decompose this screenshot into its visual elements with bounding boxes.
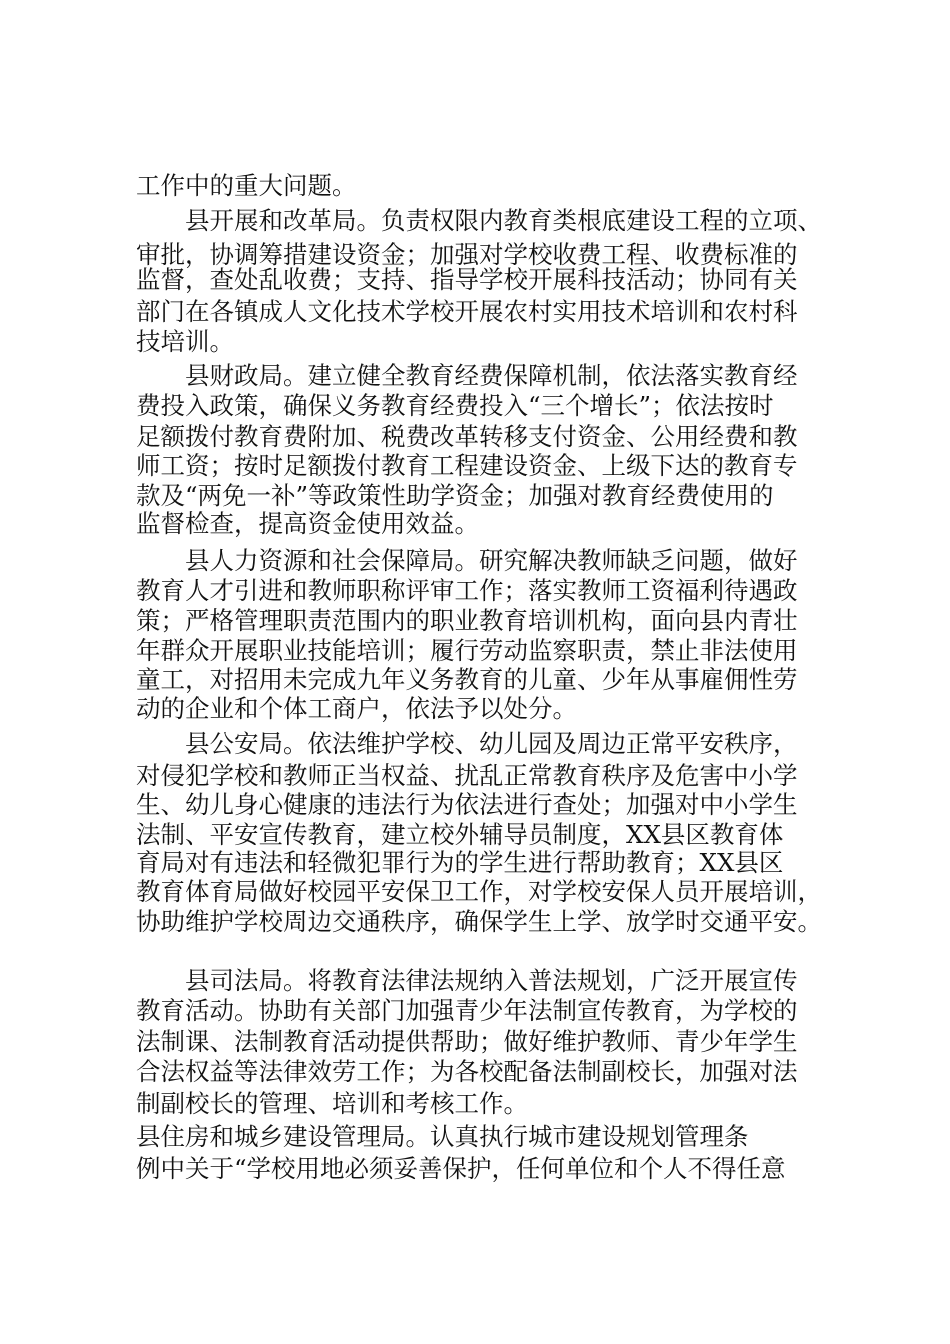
text-line: 动的企业和个体工商户，依法予以处分。 xyxy=(136,694,577,723)
text-line: 例中关于“学校用地必须妥善保护，任何单位和个人不得任意 xyxy=(136,1154,786,1183)
paragraph-start-line: 县开展和改革局。负责权限内教育类根底建设工程的立项、 xyxy=(185,206,822,235)
text-line: 县住房和城乡建设管理局。认真执行城市建设规划管理条 xyxy=(136,1122,749,1151)
paragraph-start-line: 县人力资源和社会保障局。研究解决教师缺乏问题，做好 xyxy=(185,546,798,575)
text-line: 监督，查处乱收费；支持、指导学校开展科技活动；协同有关 xyxy=(136,265,798,294)
text-line: 教育人才引进和教师职称评审工作；落实教师工资福利待遇政 xyxy=(136,576,798,605)
text-line: 法制课、法制教育活动提供帮助；做好维护教师、青少年学生 xyxy=(136,1027,798,1056)
text-line: 款及“两免一补”等政策性助学资金；加强对教育经费使用的 xyxy=(136,481,774,510)
text-line: 足额拨付教育费附加、税费改革转移支付资金、公用经费和教 xyxy=(136,422,798,451)
text-line: 工作中的重大问题。 xyxy=(136,171,357,200)
text-line: 审批，协调筹措建设资金；加强对学校收费工程、收费标准的 xyxy=(136,240,798,269)
text-line: 策；严格管理职责范围内的职业教育培训机构，面向县内青壮 xyxy=(136,606,798,635)
text-line: 教育体育局做好校园平安保卫工作，对学校安保人员开展培训， xyxy=(136,877,822,906)
paragraph-start-line: 县财政局。建立健全教育经费保障机制，依法落实教育经 xyxy=(185,361,798,390)
text-line: 法制、平安宣传教育，建立校外辅导员制度，XX县区教育体 xyxy=(136,820,784,849)
text-line: 协助维护学校周边交通秩序，确保学生上学、放学时交通平安。 xyxy=(136,907,822,936)
text-line: 教育活动。协助有关部门加强青少年法制宣传教育，为学校的 xyxy=(136,996,798,1025)
text-line: 部门在各镇成人文化技术学校开展农村实用技术培训和农村科 xyxy=(136,297,798,326)
text-line: 对侵犯学校和教师正当权益、扰乱正常教育秩序及危害中小学 xyxy=(136,761,798,790)
text-line: 育局对有违法和轻微犯罪行为的学生进行帮助教育；XX县区 xyxy=(136,848,784,877)
text-line: 合法权益等法律效劳工作；为各校配备法制副校长，加强对法 xyxy=(136,1057,798,1086)
text-line: 生、幼儿身心健康的违法行为依法进行查处；加强对中小学生 xyxy=(136,790,798,819)
text-line: 监督检查，提高资金使用效益。 xyxy=(136,509,479,538)
text-line: 童工，对招用未完成九年义务教育的儿童、少年从事雇佣性劳 xyxy=(136,665,798,694)
text-line: 年群众开展职业技能培训；履行劳动监察职责，禁止非法使用 xyxy=(136,636,798,665)
text-line: 制副校长的管理、培训和考核工作。 xyxy=(136,1089,528,1118)
text-line: 费投入政策，确保义务教育经费投入“三个增长”；依法按时 xyxy=(136,391,774,420)
paragraph-start-line: 县公安局。依法维护学校、幼儿园及周边正常平安秩序， xyxy=(185,729,798,758)
paragraph-start-line: 县司法局。将教育法律法规纳入普法规划，广泛开展宣传 xyxy=(185,966,798,995)
text-line: 师工资；按时足额拨付教育工程建设资金、上级下达的教育专 xyxy=(136,451,798,480)
text-line: 技培训。 xyxy=(136,327,234,356)
